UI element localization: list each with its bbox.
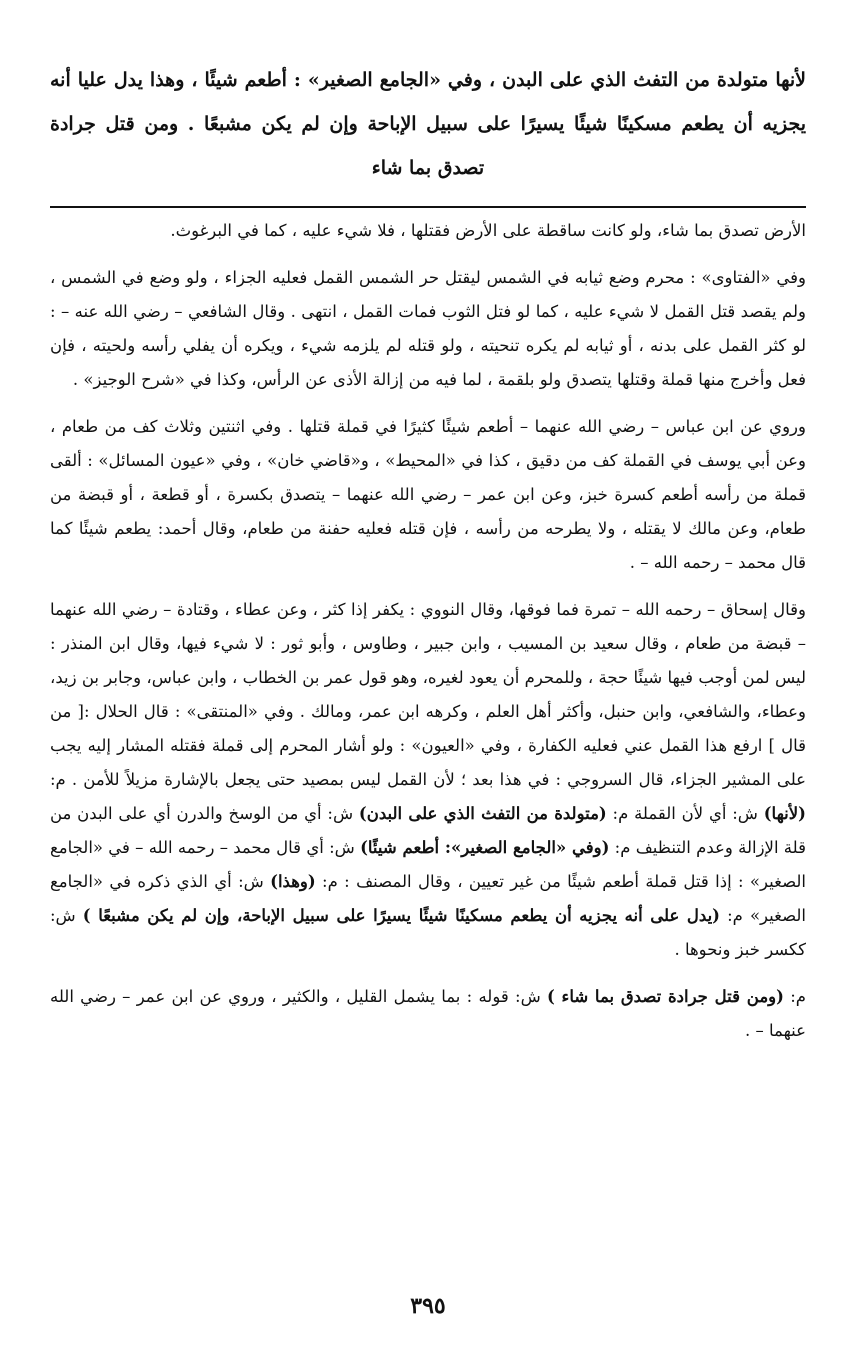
commentary-segment: ش: أي لأن القملة م: <box>606 804 764 823</box>
divider-line <box>50 206 806 208</box>
quoted-matn-segment: (وفي «الجامع الصغير»: أطعم شيئًا) <box>360 838 610 857</box>
commentary-segment: ش: أي قال محمد – رحمه الله – في «الجامع الصغير» : إذا قتل قملة أطعم شيئًا من غير تعيين ، وقال المصنف : م: <box>50 838 806 891</box>
commentary-segment: وفي «الفتاوى» : محرم وضع ثيابه في الشمس ليقتل حر الشمس القمل فعليه الجزاء ، ولو وضع في الشمس ، ولم يقصد قتل القمل لا شيء عليه ، كما لو فتل الثوب فمات القمل ، انتهى . وقال الشافعي – رضي الله عنه – : لو كثر القمل على بدنه ، أو ثيابه لم يكره تنحيته ، ولو قتله لم يلزمه شيء ، ويكره أن يفلي رأسه ولحيته ، فإن فعل وأخرج منها قملة وقتلها يتصدق ولو بلقمة ، لما فيه من إزالة الأذى عن الرأس، وكذا في «شرح الوجيز» . <box>50 268 806 389</box>
main-text: لأنها متولدة من التفث الذي على البدن ، وفي «الجامع الصغير» : أطعم شيئًا ، وهذا يدل عليا أنه يجزيه أن يطعم مسكينًا شيئًا يسيرًا على سبيل الإباحة وإن لم يكن مشبعًا . ومن قتل جرادة تصدق بما شاء <box>50 69 806 179</box>
commentary-segment: وروي عن ابن عباس – رضي الله عنهما – أطعم شيئًا كثيرًا في قملة قتلها . وفي اثنتين وثلاث كف من طعام ، وعن أبي يوسف في القملة كف من دقيق ، كذا في «المحيط» ، و«قاضي خان» ، وفي «عيون المسائل» : ألقى قملة من رأسه أطعم كسرة خبز، وعن ابن عمر – رضي الله عنهما – يتصدق بكسرة ، أو قطعة ، أو قبضة من طعام، وعن مالك لا يقتله ، ولا يطرحه من رأسه ، فإن قتله فعليه حفنة من طعام، وقال أحمد: يطعم شيئًا كما قال محمد – رحمه الله – . <box>50 417 806 572</box>
quoted-matn-segment: (متولدة من التفث الذي على البدن) <box>358 804 607 823</box>
commentary-paragraph <box>50 410 806 580</box>
commentary-segment: ش: أي من الوسخ والدرن أي على البدن من قلة الإزالة وعدم التنظيف م: <box>50 804 806 857</box>
quoted-matn-segment: (وهذا) <box>270 872 316 891</box>
commentary-segment: الأرض تصدق بما شاء، ولو كانت ساقطة على الأرض فقتلها ، فلا شيء عليه ، كما في البرغوث. <box>170 221 806 240</box>
commentary-segment: م: <box>783 987 806 1006</box>
page-number: ٣٩٥ <box>410 1293 446 1319</box>
commentary-paragraph <box>50 593 806 967</box>
commentary-segment: ش: ككسر خبز ونحوها . <box>50 906 806 959</box>
quoted-matn-segment: (يدل على أنه يجزيه أن يطعم مسكينًا شيئًا يسيرًا على سبيل الإباحة، وإن لم يكن مشبعًا ) <box>82 906 720 925</box>
quoted-matn-segment: (لأنها) <box>763 804 806 823</box>
commentary <box>50 214 806 1048</box>
quoted-matn-segment: (ومن قتل جرادة تصدق بما شاء ) <box>546 987 784 1006</box>
commentary-paragraph <box>50 261 806 397</box>
commentary-segment: وقال إسحاق – رحمه الله – تمرة فما فوقها، وقال النووي : يكفر إذا كثر ، وعن عطاء ، وقتادة – رضي الله عنهما – قبضة من طعام ، وقال سعيد بن المسيب ، وابن جبير ، وطاوس ، وأبو ثور : لا شيء فيها، وقال ابن المنذر : ليس لمن أوجب فيها شيئًا حجة ، وللمحرم أن يعود لغيره، وهو قول عمر بن الخطاب ، وابن عباس، وجابر بن زيد، وعطاء، والشافعي، وابن حنبل، وأكثر أهل العلم ، وكرهه ابن عمر، ومالك . وفي «المنتقى» : قال الحلال :[ من قال ] ارفع هذا القمل عني فعليه الكفارة ، وفي «العيون» : ولو أشار المحرم إلى قملة فقتله المشار إليه يجب على المشير الجزاء، قال السروجي : في هذا بعد ؛ لأن القمل ليس بمصيد حتى يجعل بالإشارة مزيلاً للأمن . م: <box>50 600 806 789</box>
commentary-segment: ش: قوله : بما يشمل القليل ، والكثير ، وروي عن ابن عمر – رضي الله عنهما – . <box>50 987 806 1040</box>
commentary-paragraph <box>50 214 806 248</box>
commentary-paragraph <box>50 980 806 1048</box>
commentary-segment: ش: أي الذي ذكره في «الجامع الصغير» م: <box>50 872 806 925</box>
